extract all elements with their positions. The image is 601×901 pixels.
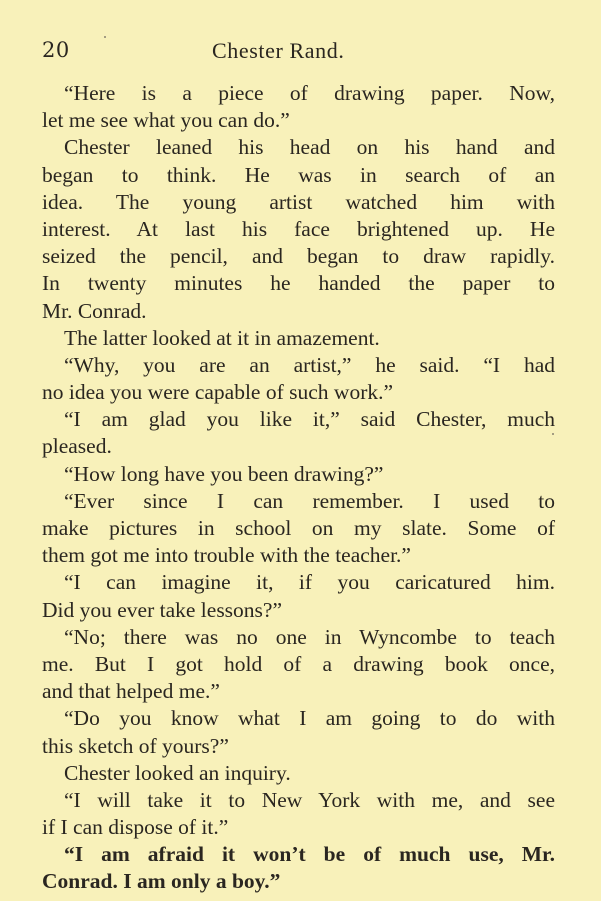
text-line: “No; there was no one in Wyncombe to teach [64,624,555,649]
paper-speck [104,36,106,38]
text-line: Conrad. I am only a boy.” [42,869,281,894]
text-line: make pictures in school on my slate. Some of [42,516,555,540]
running-title: Chester Rand. [212,38,345,63]
page-header [42,38,557,68]
text-line: “Here is a piece of drawing paper. Now, [64,81,555,105]
text-line: let me see what you can do.” [42,108,290,133]
text-line: “I can imagine it, if you caricatured him. [64,570,555,595]
text-line: me. But I got hold of a drawing book once, [42,651,555,676]
text-line: Chester leaned his head on his hand and [64,135,555,160]
text-line: seized the pencil, and began to draw rapidly. [42,244,555,269]
text-line: interest. At last his face brightened up. He [42,216,555,241]
body-text [42,80,555,896]
text-line: “Why, you are an artist,” he said. “I had [64,352,555,377]
text-line: In twenty minutes he handed the paper to [42,271,555,296]
text-line: began to think. He was in search of an [42,162,555,187]
text-line: Did you ever take lessons?” [42,597,283,622]
text-line: Mr. Conrad. [42,298,147,323]
text-line: pleased. [42,434,112,459]
page-number: 20 [42,38,70,62]
text-line: “Ever since I can remember. I used to [64,488,555,513]
text-line: “I will take it to New York with me, and see [64,787,555,812]
text-line: no idea you were capable of such work.” [42,380,394,405]
text-line: “Do you know what I am going to do with [64,706,555,731]
text-line: “I am glad you like it,” said Chester, much [64,407,555,432]
text-line: if I can dispose of it.” [42,815,229,840]
text-line: this sketch of yours?” [42,733,229,758]
text-line: and that helped me.” [42,679,220,704]
text-line: “I am afraid it won’t be of much use, Mr. [64,842,555,867]
text-line: “How long have you been drawing?” [64,461,384,486]
text-line: idea. The young artist watched him with [42,189,555,214]
text-line: The latter looked at it in amazement. [64,325,380,350]
paper-speck [552,433,554,435]
text-line: them got me into trouble with the teacher.” [42,543,411,568]
text-line: Chester looked an inquiry. [64,760,291,785]
